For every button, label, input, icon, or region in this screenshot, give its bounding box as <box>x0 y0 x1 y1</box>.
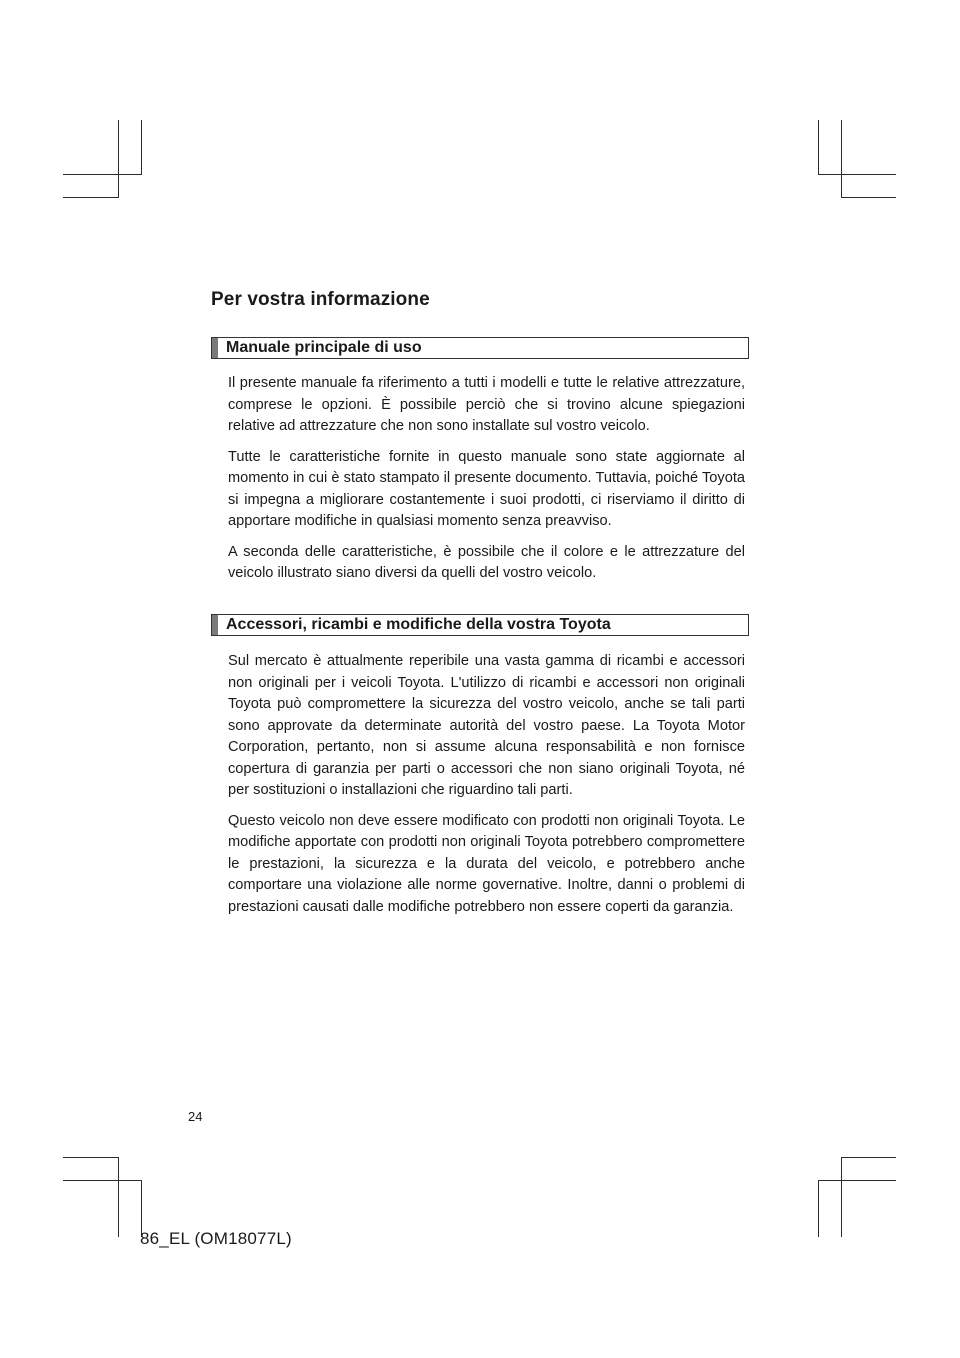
section-body-manual <box>228 373 745 594</box>
page-number: 24 <box>188 1109 203 1124</box>
crop-mark-top-left-horizontal-upper <box>63 174 141 175</box>
paragraph: Questo veicolo non deve essere modificato con prodotti non originali Toyota. Le modifiche apportate con prodotti non originali Toyota potrebbero compromettere le prestazioni, la sicurezza e la durata del veicolo, e potrebbero anche comportare una violazione alle norme governative. Inoltre, danni o problemi di prestazioni causati dalle modifiche potrebbero non essere coperti da garanzia. <box>228 812 745 915</box>
crop-mark-top-left-vertical-outer <box>118 120 119 198</box>
paragraph: A seconda delle caratteristiche, è possibile che il colore e le attrezzature del veicolo illustrato siano diversi da quelli del vostro veicolo. <box>228 543 745 581</box>
crop-mark-bottom-right-vertical-inner <box>818 1180 819 1237</box>
paragraph: Tutte le caratteristiche fornite in questo manuale sono state aggiornate al momento in cui è stato stampato il presente documento. Tuttavia, poiché Toyota si impegna a migliorare costantemente i suoi prodotti, ci riserviamo il diritto di apportare modifiche in qualsiasi momento senza preavviso. <box>228 448 745 529</box>
crop-mark-bottom-left-horizontal-upper <box>63 1157 118 1158</box>
crop-mark-bottom-left-horizontal-lower <box>63 1180 141 1181</box>
section-body-accessories <box>228 651 745 927</box>
section-heading-accessories <box>211 614 749 636</box>
crop-mark-top-left-vertical-inner <box>141 120 142 175</box>
crop-mark-bottom-right-vertical-outer <box>841 1157 842 1237</box>
paragraph: Il presente manuale fa riferimento a tutti i modelli e tutte le relative attrezzature, comprese le opzioni. È possibile perciò che si trovino alcune spiegazioni relative ad attrezzature che non sono installate sul vostro veicolo. <box>228 375 745 434</box>
document-code: 86_EL (OM18077L) <box>140 1229 292 1248</box>
crop-mark-top-left-horizontal-lower <box>63 197 118 198</box>
crop-mark-bottom-left-vertical-outer <box>118 1157 119 1237</box>
section-heading-label: Accessori, ricambi e modifiche della vostra Toyota <box>226 616 611 633</box>
page-title: Per vostra informazione <box>211 289 430 310</box>
crop-mark-top-right-horizontal-upper <box>818 174 896 175</box>
crop-mark-top-right-vertical-outer <box>841 120 842 198</box>
crop-mark-bottom-right-horizontal-upper <box>841 1157 896 1158</box>
section-heading-label: Manuale principale di uso <box>226 339 422 356</box>
section-heading-manual <box>211 337 749 359</box>
crop-mark-top-right-vertical-inner <box>818 120 819 175</box>
crop-mark-top-right-horizontal-lower <box>841 197 896 198</box>
paragraph: Sul mercato è attualmente reperibile una vasta gamma di ricambi e accessori non originali per i veicoli Toyota. L'utilizzo di ricambi e accessori non originali Toyota può compromettere la sicurezza del vostro veicolo, anche se tali parti sono approvate da determinate autorità del vostro paese. La Toyota Motor Corporation, pertanto, non si assume alcuna responsabilità e non fornisce copertura di garanzia per parti o accessori che non siano originali Toyota, né per sostituzioni o installazioni che riguardino tali parti. <box>228 653 745 798</box>
crop-mark-bottom-right-horizontal-lower <box>818 1180 896 1181</box>
